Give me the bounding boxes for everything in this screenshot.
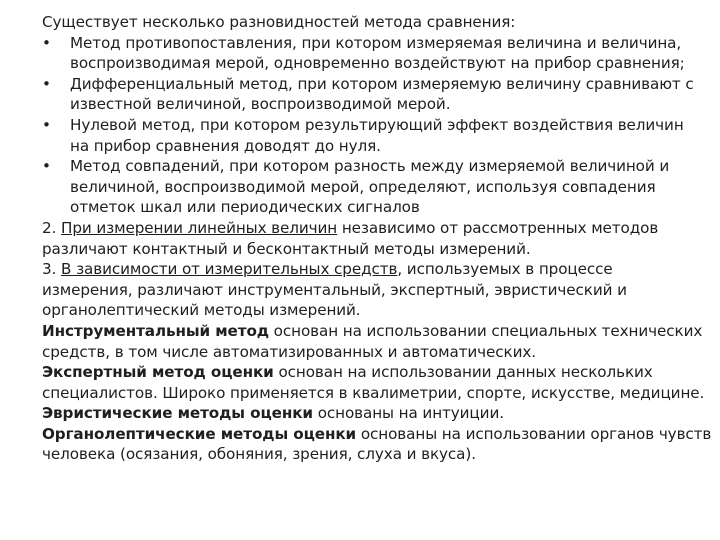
bullet-text: Метод совпадений, при котором разность между измеряемой величиной и xyxy=(70,157,670,176)
section-2-text: независимо от рассмотренных методов xyxy=(337,218,659,237)
section-2-text-cont: различают контактный и бесконтактный методы измерений. xyxy=(42,239,531,258)
bullet-icon: • xyxy=(42,74,51,93)
section-2-number: 2. xyxy=(42,218,62,237)
section-3-underlined-phrase: В зависимости от измерительных средств xyxy=(61,260,398,279)
bullet-text: Дифференциальный метод, при котором измеряемую величину сравнивают с xyxy=(70,74,694,93)
definition-text-cont: средств, в том числе автоматизированных и автоматических. xyxy=(42,342,536,361)
definition-text: основаны на использовании органов чувств xyxy=(356,424,712,443)
definition-text: основан на использовании данных нескольких xyxy=(273,363,653,382)
bullet-item xyxy=(42,115,710,136)
definition-text: основаны на интуиции. xyxy=(312,404,504,423)
bullet-text: Метод противопоставления, при котором измеряемая величина и величина, xyxy=(70,33,682,52)
bullet-icon: • xyxy=(42,157,51,176)
slide-body xyxy=(42,12,710,465)
definition-term: Эвристические методы оценки xyxy=(42,404,313,423)
bullet-text: Нулевой метод, при котором результирующий эффект воздействия величин xyxy=(70,115,684,134)
definition-term: Экспертный метод оценки xyxy=(42,363,274,382)
definition-text-cont: специалистов. Широко применяется в квалиметрии, спорте, искусстве, медицине. xyxy=(42,383,705,402)
bullet-text-cont: на прибор сравнения доводят до нуля. xyxy=(70,136,381,155)
section-3-text-cont: органолептический методы измерений. xyxy=(42,301,361,320)
definition-organoleptic xyxy=(42,424,710,445)
definition-heuristic xyxy=(42,403,710,424)
section-3-paragraph xyxy=(42,259,710,280)
bullet-text-cont: отметок шкал или периодических сигналов xyxy=(70,198,420,217)
bullet-text-cont: известной величиной, воспроизводимой мерой. xyxy=(70,95,451,114)
bullet-icon: • xyxy=(42,115,51,134)
intro-text: Существует несколько разновидностей метода сравнения: xyxy=(42,13,516,31)
definition-text: основан на использовании специальных технических xyxy=(268,321,703,340)
definition-expert xyxy=(42,362,710,383)
bullet-text-cont: величиной, воспроизводимой мерой, определяют, используя совпадения xyxy=(70,177,656,196)
section-3-text-cont: измерения, различают инструментальный, экспертный, эвристический и xyxy=(42,280,627,299)
bullet-icon: • xyxy=(42,33,51,52)
section-2-underlined-phrase: При измерении линейных величин xyxy=(61,218,338,237)
section-3-number: 3. xyxy=(42,260,62,279)
definition-text-cont: человека (осязания, обоняния, зрения, слуха и вкуса). xyxy=(42,445,476,464)
definition-term: Органолептические методы оценки xyxy=(42,424,357,443)
section-2-paragraph xyxy=(42,218,710,239)
bullet-item xyxy=(42,74,710,95)
bullet-text-cont: воспроизводимая мерой, одновременно воздействуют на прибор сравнения; xyxy=(70,54,685,73)
definition-term: Инструментальный метод xyxy=(42,321,269,340)
bullet-item xyxy=(42,33,710,54)
section-3-text: , используемых в процессе xyxy=(397,260,613,279)
definition-instrumental xyxy=(42,321,710,342)
bullet-item xyxy=(42,156,710,177)
